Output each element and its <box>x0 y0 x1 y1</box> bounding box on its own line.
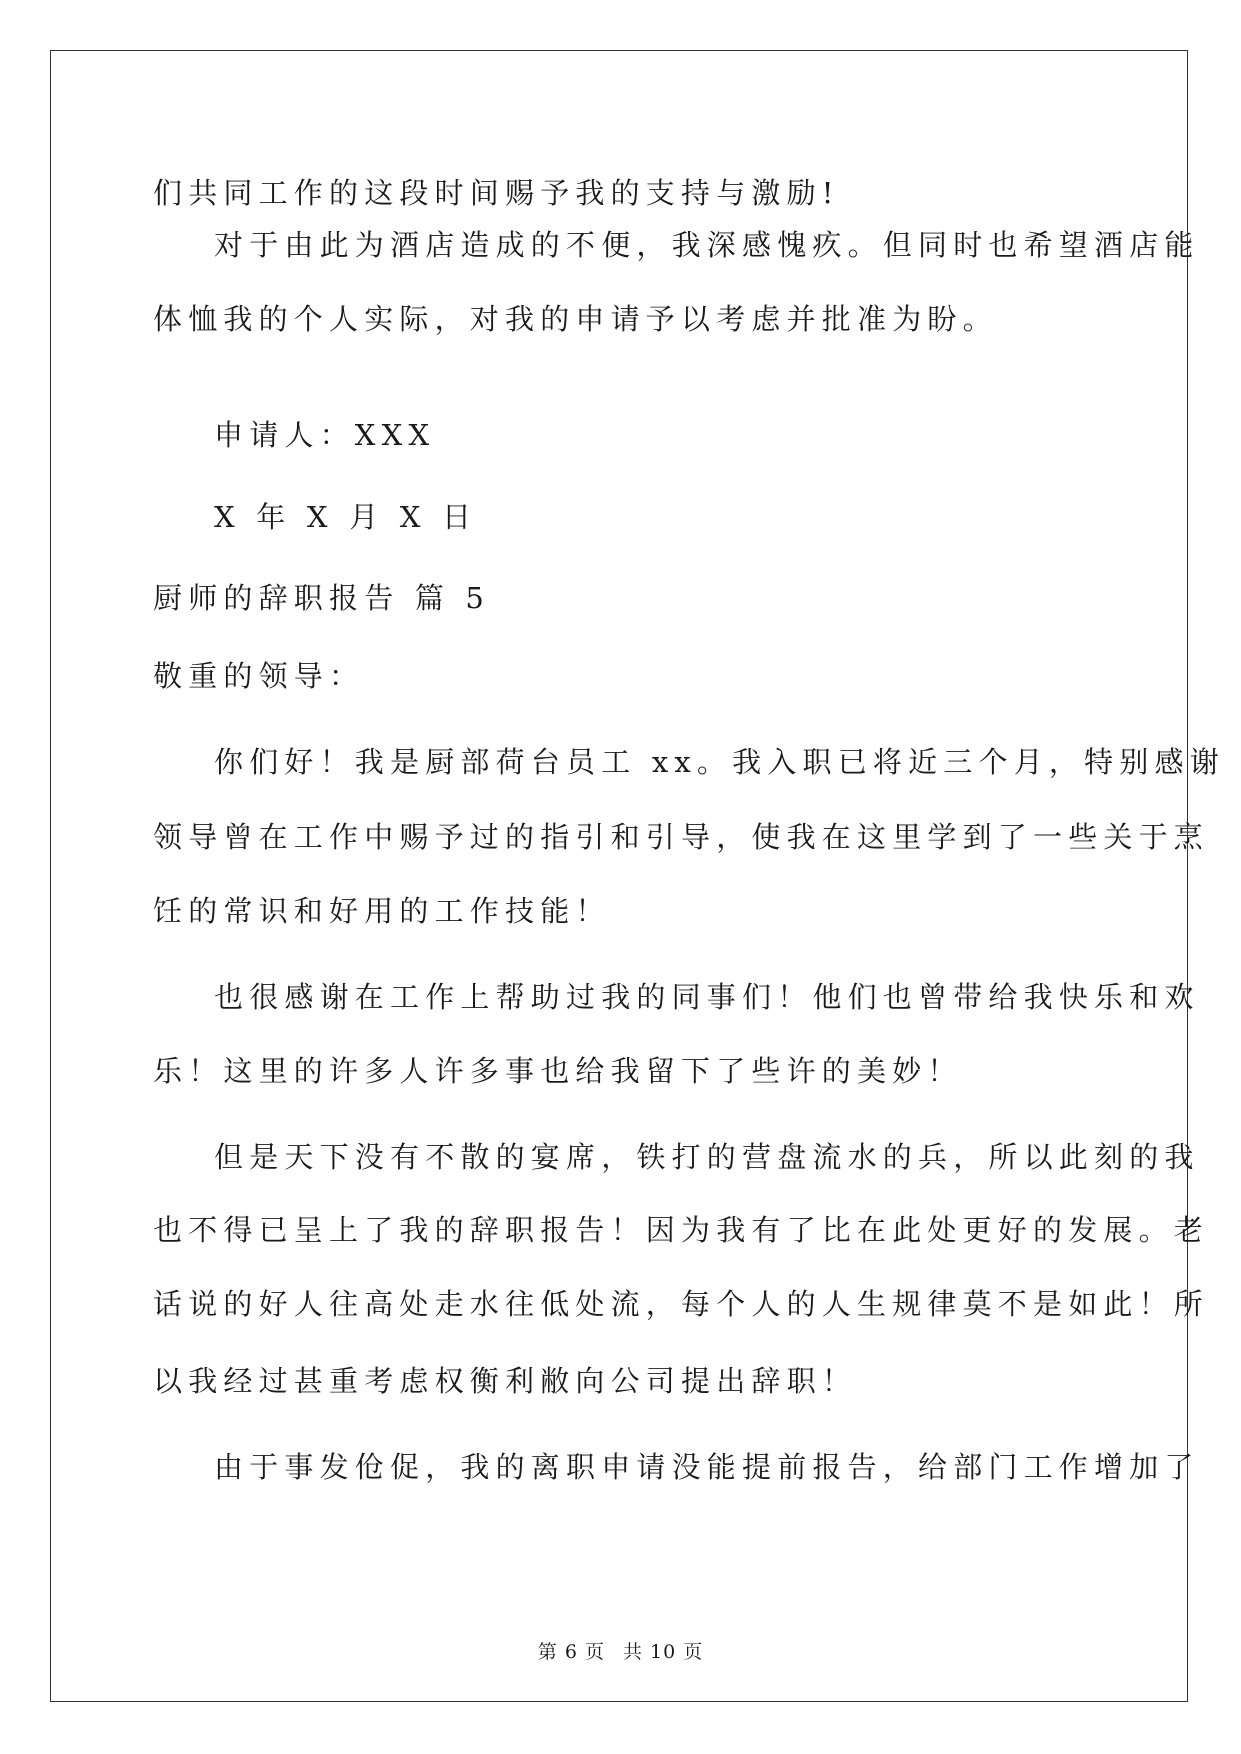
text-line: 也很感谢在工作上帮助过我的同事们！他们也曾带给我快乐和欢 <box>214 980 1200 1014</box>
signature-applicant: 申请人：XXX <box>214 418 436 452</box>
text-line: 对于由此为酒店造成的不便，我深感愧疚。但同时也希望酒店能 <box>214 228 1200 262</box>
text-line: 你们好！我是厨部荷台员工 xx。我入职已将近三个月，特别感谢 <box>214 745 1225 779</box>
text-line: 也不得已呈上了我的辞职报告！因为我有了比在此处更好的发展。老 <box>153 1213 1210 1247</box>
signature-date: X 年 X 月 X 日 <box>214 500 478 534</box>
text-line: 体恤我的个人实际，对我的申请予以考虑并批准为盼。 <box>153 302 998 336</box>
text-line: 但是天下没有不散的宴席，铁打的营盘流水的兵，所以此刻的我 <box>214 1140 1200 1174</box>
page-footer <box>0 1641 1241 1663</box>
text-line: 由于事发伧促，我的离职申请没能提前报告，给部门工作增加了 <box>214 1450 1200 1484</box>
text-line: 饪的常识和好用的工作技能！ <box>153 894 611 928</box>
text-line: 们共同工作的这段时间赐予我的支持与激励! <box>153 176 840 210</box>
salutation: 敬重的领导： <box>153 659 365 693</box>
text-line: 领导曾在工作中赐予过的指引和引导，使我在这里学到了一些关于烹 <box>153 820 1210 854</box>
page-number-current: 第 6 页 <box>537 1641 605 1663</box>
section-heading: 厨师的辞职报告 篇 5 <box>153 581 491 615</box>
page-number-total: 共 10 页 <box>622 1641 704 1663</box>
text-line: 以我经过甚重考虑权衡利敝向公司提出辞职！ <box>153 1364 858 1398</box>
text-line: 乐！这里的许多人许多事也给我留下了些许的美妙！ <box>153 1054 963 1088</box>
text-line: 话说的好人往高处走水往低处流，每个人的人生规律莫不是如此！所 <box>153 1287 1210 1321</box>
